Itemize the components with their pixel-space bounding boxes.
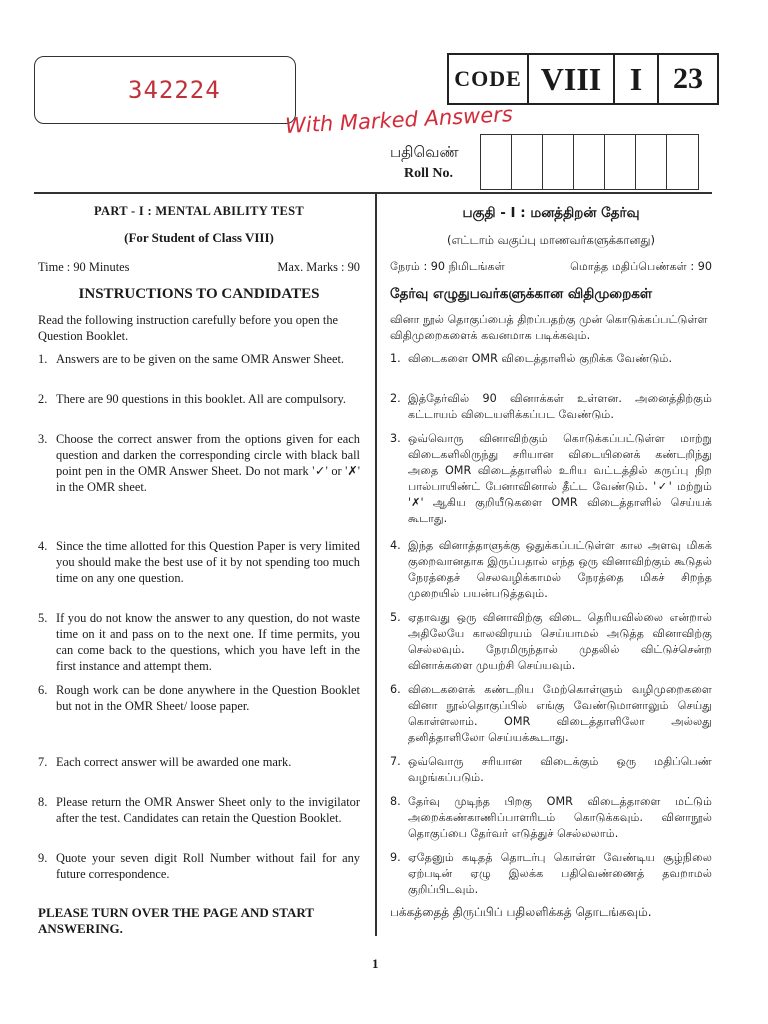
stamp-number: 342224 xyxy=(128,76,221,104)
item-number: 4. xyxy=(38,539,48,553)
max-marks-tamil: மொத்த மதிப்பெண்கள் : 90 xyxy=(570,260,712,273)
footer-english: PLEASE TURN OVER THE PAGE AND START ANSWERING. xyxy=(38,905,314,936)
roll-number-boxes xyxy=(480,134,699,190)
item-text: ஏதேனும் கடிதத் தொடர்பு கொள்ள வேண்டிய சூழ்நிலை ஏற்படின் ஏழு இலக்க பதிவெண்ணைத் தவறாமல் குறிப்பிடவும். xyxy=(408,851,712,896)
item-text: ஒவ்வொரு வினாவிற்கும் கொடுக்கப்பட்டுள்ள மாற்று விடைகளிலிருந்து சரியான விடையினைக் கண்டறிந்து அதை OMR விடைத்தாளில் உரிய வட்டத்தில் கருப்பு நிற பால்பாயிண்ட் பேனாவினால் தீட்ட வேண்டும். '✓' மற்றும் '✗' ஆகிய குறியீடுகளை OMR விடைத்தாளில் செய்யக் கூடாது. xyxy=(408,432,712,525)
instruction-item-english xyxy=(38,682,360,714)
item-number: 9. xyxy=(390,851,401,864)
instruction-item-english xyxy=(38,431,360,495)
instruction-item-tamil xyxy=(390,431,712,527)
instruction-item-tamil xyxy=(390,610,712,674)
item-text: Choose the correct answer from the options given for each question and darken the corresponding circle with black ball point pen in the OMR Answer Sheet. Do not mark '✓' or '✗' in the OMR sheet. xyxy=(56,432,360,494)
instruction-item-english xyxy=(38,351,360,367)
item-number: 8. xyxy=(38,795,48,809)
item-text: ஒவ்வொரு சரியான விடைக்கும் ஒரு மதிப்பெண் வழங்கப்படும். xyxy=(408,755,712,784)
instruction-item-tamil xyxy=(390,794,712,842)
time-english: Time : 90 Minutes xyxy=(38,260,130,274)
item-number: 3. xyxy=(38,432,48,446)
page-number: 1 xyxy=(372,956,379,971)
item-number: 2. xyxy=(390,392,401,405)
time-tamil: நேரம் : 90 நிமிடங்கள் xyxy=(390,260,505,273)
item-number: 1. xyxy=(390,352,401,365)
item-text: If you do not know the answer to any question, do not waste time on it and pass on to the next one. If time permits, you can come back to the questions, which you have left in the first instance and attempt them. xyxy=(56,611,360,673)
item-number: 5. xyxy=(38,611,48,625)
item-number: 9. xyxy=(38,851,48,865)
instructions-heading-tamil: தேர்வு எழுதுபவர்களுக்கான விதிமுறைகள் xyxy=(390,286,653,302)
item-number: 4. xyxy=(390,539,401,552)
for-class-english: (For Student of Class VIII) xyxy=(124,230,274,245)
instruction-item-english xyxy=(38,754,360,770)
column-divider xyxy=(375,194,377,936)
item-number: 1. xyxy=(38,352,48,366)
roll-label-english: Roll No. xyxy=(404,166,453,181)
item-text: There are 90 questions in this booklet. All are compulsory. xyxy=(56,392,346,406)
code-table xyxy=(447,53,719,105)
item-text: தேர்வு முடிந்த பிறகு OMR விடைத்தாளை மட்டும் அறைக்கண்காணிப்பாளரிடம் கொடுக்கவும். வினாநூல் தொகுப்பை தேர்வர் எடுத்துச் செல்லலாம். xyxy=(408,795,712,840)
instructions-heading-english: INSTRUCTIONS TO CANDIDATES xyxy=(78,286,320,302)
for-class-tamil: (எட்டாம் வகுப்பு மாணவர்களுக்கானது) xyxy=(446,233,656,247)
item-number: 6. xyxy=(390,683,401,696)
item-number: 7. xyxy=(38,755,48,769)
roll-digit-box xyxy=(605,135,636,189)
instruction-item-english xyxy=(38,610,360,674)
item-text: Quote your seven digit Roll Number without fail for any future correspondence. xyxy=(56,851,360,881)
item-number: 8. xyxy=(390,795,401,808)
instruction-item-english xyxy=(38,794,360,826)
intro-english: Read the following instruction carefully before you open the Question Booklet. xyxy=(38,313,339,343)
roll-digit-box xyxy=(667,135,698,189)
instruction-item-tamil xyxy=(390,682,712,746)
item-text: விடைகளை OMR விடைத்தாளில் குறிக்க வேண்டும். xyxy=(408,352,673,365)
item-text: Each correct answer will be awarded one mark. xyxy=(56,755,292,769)
instruction-item-tamil xyxy=(390,850,712,898)
header-divider xyxy=(34,192,712,194)
roll-digit-box xyxy=(543,135,574,189)
footer-tamil: பக்கத்தைத் திருப்பிப் பதிலளிக்கத் தொடங்கவும். xyxy=(390,905,652,919)
roll-digit-box xyxy=(512,135,543,189)
instruction-item-tamil xyxy=(390,351,712,367)
code-class: VIII xyxy=(529,55,615,103)
instruction-item-english xyxy=(38,391,360,407)
instruction-item-tamil xyxy=(390,538,712,602)
item-number: 6. xyxy=(38,683,48,697)
roll-digit-box xyxy=(636,135,667,189)
item-number: 3. xyxy=(390,432,401,445)
roll-label-tamil: பதிவெண் xyxy=(390,145,459,161)
code-part: I xyxy=(615,55,659,103)
item-text: Since the time allotted for this Question Paper is very limited you should make the best use of it by not spending too much time on any one question. xyxy=(56,539,360,585)
code-label: CODE xyxy=(449,55,529,103)
item-number: 5. xyxy=(390,611,401,624)
item-text: இந்த வினாத்தாளுக்கு ஒதுக்கப்பட்டுள்ள கால அளவு மிகக் குறைவானதாக இருப்பதால் எந்த ஒரு வினாவிற்கும் கூடுதல் நேரத்தைச் செலவழிக்காமல் நேரத்தை மிகச் சிறந்த முறையில் பயன்படுத்தவும். xyxy=(408,539,712,600)
code-year: 23 xyxy=(673,62,703,95)
max-marks-english: Max. Marks : 90 xyxy=(277,260,360,274)
instruction-item-tamil xyxy=(390,754,712,786)
item-text: விடைகளைக் கண்டறிய மேற்கொள்ளும் வழிமுறைகளை வினா நூல்தொகுப்பில் எங்கு வேண்டுமானாலும் செய்து கொள்ளலாம். OMR விடைத்தாளிலோ அல்லது தனித்தாளிலோ செய்யக்கூடாது. xyxy=(408,683,712,744)
part-title-english: PART - I : MENTAL ABILITY TEST xyxy=(93,204,304,218)
item-text: ஏதாவது ஒரு வினாவிற்கு விடை தெரியவில்லை என்றால் அதிலேயே காலவிரயம் செய்யாமல் அடுத்த வினாவிற்கு செல்லவும். நேரமிருந்தால் முதலில் விட்டுச்சென்ற வினாக்களை முயற்சி செய்யவும். xyxy=(408,611,712,672)
item-text: இத்தேர்வில் 90 வினாக்கள் உள்ளன. அனைத்திற்கும் கட்டாயம் விடையளிக்கப்பட வேண்டும். xyxy=(408,392,712,421)
intro-tamil: வினா நூல் தொகுப்பைத் திறப்பதற்கு முன் கொடுக்கப்பட்டுள்ள விதிமுறைகளைக் கவனமாக படிக்கவும். xyxy=(390,313,708,342)
instruction-item-tamil xyxy=(390,391,712,423)
roll-digit-box xyxy=(574,135,605,189)
handwritten-note: With Marked Answers xyxy=(284,102,514,138)
item-number: 7. xyxy=(390,755,401,768)
item-text: Please return the OMR Answer Sheet only to the invigilator after the test. Candidates can retain the Question Booklet. xyxy=(56,795,360,825)
item-number: 2. xyxy=(38,392,48,406)
part-title-tamil: பகுதி - I : மனத்திறன் தேர்வு xyxy=(462,205,640,221)
roll-digit-box xyxy=(481,135,512,189)
item-text: Rough work can be done anywhere in the Question Booklet but not in the OMR Sheet/ loose paper. xyxy=(56,683,360,713)
instruction-item-english xyxy=(38,538,360,586)
item-text: Answers are to be given on the same OMR Answer Sheet. xyxy=(56,352,345,366)
instruction-item-english xyxy=(38,850,360,882)
